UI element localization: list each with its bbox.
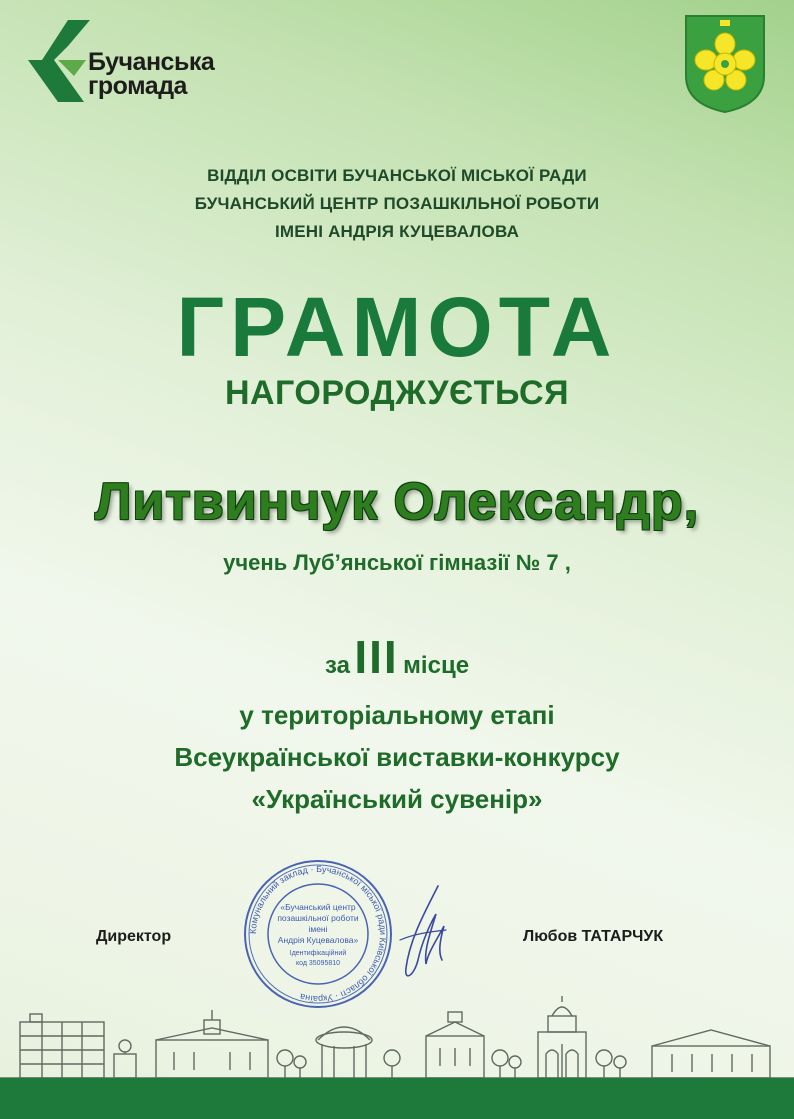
handwritten-signature-icon xyxy=(380,880,460,990)
recipient-school: учень Луб’янської гімназії № 7 , xyxy=(223,550,571,575)
award-place-number: ІІІ xyxy=(354,631,399,683)
logo-text xyxy=(88,50,214,98)
award-line2: у територіальному етапі xyxy=(239,700,555,730)
signature-name: Любов ТАТАРЧУК xyxy=(523,928,664,945)
certificate-subtitle: НАГОРОДЖУЄТЬСЯ xyxy=(224,374,570,412)
logo-line2: громада xyxy=(88,72,187,100)
certificate-title: ГРАМОТА xyxy=(176,280,618,374)
award-place xyxy=(0,630,794,684)
stamp-outer-text: Комунальний заклад · Бучанської міської ради Київської області · Україна xyxy=(247,863,389,1005)
award-line4: «Український сувенір» xyxy=(251,784,543,814)
footer-band xyxy=(0,1078,794,1119)
logo-line1: Бучанська xyxy=(88,48,215,76)
stamp-line: код 35095810 xyxy=(295,960,341,967)
award-prefix: за xyxy=(324,652,350,679)
signature-role: Директор xyxy=(96,928,172,945)
flower-crest-icon xyxy=(684,14,766,114)
header-line3: ІМЕНІ АНДРІЯ КУЦЕВАЛОВА xyxy=(274,222,520,241)
header-line2: БУЧАНСЬКИЙ ЦЕНТР ПОЗАШКІЛЬНОЇ РОБОТИ xyxy=(194,194,600,213)
recipient-name: Литвинчук Олександр, xyxy=(94,473,700,531)
stamp-line: Ідентифікаційний xyxy=(289,950,347,957)
award-reason xyxy=(0,694,794,820)
issuer-header xyxy=(0,162,794,246)
stamp-line: «Бучанський центр xyxy=(280,902,356,912)
stamp-line: імені xyxy=(308,924,328,934)
city-skyline-icon xyxy=(0,996,794,1080)
bucha-hromada-logo xyxy=(28,16,258,106)
stamp-line: позашкільної роботи xyxy=(277,913,359,923)
award-line3: Всеукраїнської виставки-конкурсу xyxy=(174,742,620,772)
header-line1: ВІДДІЛ ОСВІТИ БУЧАНСЬКОЇ МІСЬКОЇ РАДИ xyxy=(207,166,587,185)
stamp-line: Андрія Куцевалова» xyxy=(277,935,359,945)
award-suffix: місце xyxy=(403,652,470,679)
official-stamp-icon xyxy=(242,858,394,1010)
